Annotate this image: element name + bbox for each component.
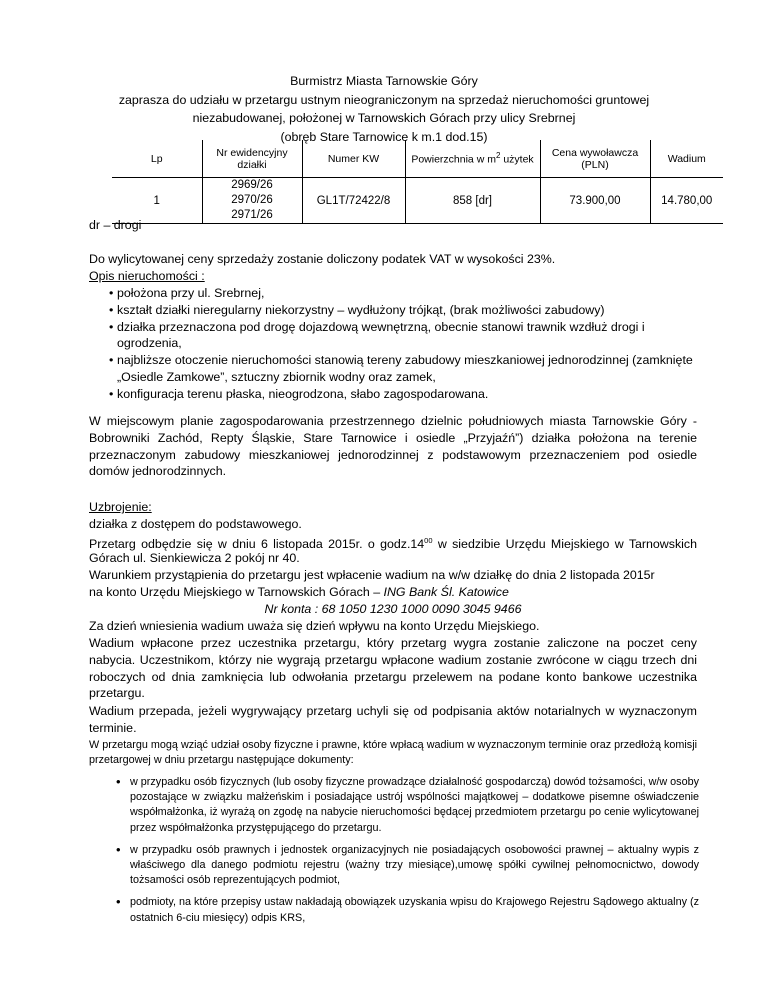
header-line-2: zaprasza do udziału w przetargu ustnym nieograniczonym na sprzedaż nieruchomości gruntowej — [118, 92, 650, 107]
property-table — [112, 140, 723, 224]
list-item: • podmioty, na które przepisy ustaw nakładają obowiązek uzyskania wpisu do Krajowego Rejestru Sądowego aktualny (z ostatnich 6-ciu miesięcy) odpis KRS, — [116, 894, 699, 924]
bullet-icon: • — [116, 894, 121, 910]
wadium-wplacone: Wadium wpłacone przez uczestnika przetargu, który przetarg wygra zostanie zaliczone na poczet ceny nabycia. Uczestnikom, którzy nie wygrają przetargu wpłacone wadium zostanie zwrócone w ciągu trzech dni roboczych od dnia zamknięcia lub odwołania przetargu przelewem na podane konto bankowe uczestnika przetargu. — [89, 636, 697, 701]
bullet-icon: • — [109, 386, 114, 401]
list-item: • położona przy ul. Srebrnej, — [109, 286, 265, 300]
header-title: Burmistrz Miasta Tarnowskie Góry — [290, 74, 478, 88]
list-item: • w przypadku osób fizycznych (lub osoby fizyczne prowadzące działalność gospodarczą) dowód tożsamości, w/w osoby pozostające w związku małżeńskim i posiadające ustrój wspólności majątkowej – dodatkowe pisemne oświadczenie współmałżonka, iż wyrażą on zgodę na nabycie nieruchomości będącej przedmiotem przetargu po cenie wylicytowanej przez współmałżonka przystępującego do przetargu. — [116, 774, 699, 834]
vat-line: Do wylicytowanej ceny sprzedaży zostanie doliczony podatek VAT w wysokości 23%. — [89, 252, 556, 266]
cell-powierzchnia: 858 [dr] — [405, 178, 540, 224]
dokumenty-list — [89, 775, 699, 933]
wadium-przepada: Wadium przepada, jeżeli wygrywający przetarg uchyli się od podpisania aktów notarialnych w wyznaczonym terminie. — [89, 704, 697, 735]
warunkiem-line-1: Warunkiem przystąpienia do przetargu jest wpłacenie wadium na w/w działkę do dnia 2 listopada 2015r — [89, 568, 655, 582]
przetarg-line-2: Górach ul. Sienkiewicza 2 pokój nr 40. — [89, 551, 300, 565]
cell-wadium: 14.780,00 — [650, 178, 723, 224]
bullet-icon: • — [116, 841, 121, 857]
list-item: • w przypadku osób prawnych i jednostek organizacyjnych nie posiadających osobowości prawnej – aktualny wypis z właściwego dla danego podmiotu rejestru (ważny trzy miesiące),umowę spółki cywilnej pełnomocnictwo, dowody tożsamości osób reprezentujących podmiot, — [116, 841, 699, 887]
plan-paragraph: W miejscowym planie zagospodarowania przestrzennego dzielnic południowych miasta Tarnowskie Góry - Bobrowniki Zachód, Repty Śląskie, Stare Tarnowice i osiedle „Przyjaźń”) działka położona na terenie przeznaczonym zabudowy mieszkaniowej jednorodzinnej z podstawowym przeznaczeniem pod osiedle domów jednorodzinnych. — [89, 414, 697, 479]
bullet-icon: • — [116, 774, 121, 789]
announcement-header — [60, 72, 708, 146]
bank-account: Nr konta : 68 1050 1230 1000 0090 3045 9466 — [264, 602, 522, 616]
uzbrojenie-title: Uzbrojenie: — [89, 500, 152, 514]
uzbrojenie-text: działka z dostępem do podstawowego. — [89, 517, 302, 531]
list-item: • działka przeznaczona pod drogę dojazdową wewnętrzną, obecnie stanowi trawnik wzdłuż drogi i ogrodzenia, — [109, 319, 645, 351]
bullet-icon: • — [109, 319, 114, 334]
list-item: • konfiguracja terenu płaska, nieogrodzona, słabo zagospodarowana. — [109, 386, 489, 401]
col-header-wadium: Wadium — [650, 140, 723, 178]
opis-list — [89, 285, 697, 403]
cell-lp: 1 — [112, 178, 202, 224]
col-header-numer-kw: Numer KW — [302, 140, 405, 178]
bullet-icon: • — [109, 286, 114, 300]
bullet-icon: • — [109, 302, 114, 317]
bullet-icon: • — [109, 353, 114, 368]
cell-cena: 73.900,00 — [540, 178, 650, 224]
col-header-lp: Lp — [112, 140, 202, 178]
dzien-wniesienia: Za dzień wniesienia wadium uważa się dzień wpływu na konto Urzędu Miejskiego. — [89, 619, 540, 633]
list-item: • kształt działki nieregularny niekorzystny – wydłużony trójkąt, (brak możliwości zabudowy) — [109, 302, 605, 317]
table-row — [112, 178, 723, 224]
warunkiem-line-2: na konto Urzędu Miejskiego w Tarnowskich Górach – ING Bank Śl. Katowice — [89, 585, 509, 599]
cell-kw: GL1T/72422/8 — [302, 178, 405, 224]
col-header-nr-ewidencyjny: Nr ewidencyjny działki — [202, 140, 302, 178]
opis-title: Opis nieruchomości : — [89, 269, 205, 283]
table-note: dr – drogi — [89, 218, 142, 232]
header-line-4: (obręb Stare Tarnowice k m.1 dod.15) — [280, 129, 488, 144]
uczestnicy-intro: W przetargu mogą wziąć udział osoby fizyczne i prawne, które wpłacą wadium w wyznaczonym terminie oraz przedłożą komisji przetargowej w dniu przetargu następujące dokumenty: — [89, 739, 697, 767]
przetarg-line-1: Przetarg odbędzie się w dniu 6 listopada 2015r. o $godz.14^{00}$ w siedzibie Urzędu Miejskiego w Tarnowskich — [89, 536, 697, 552]
col-header-powierzchnia: Powierzchnia w $m^2$ użytek — [405, 140, 540, 178]
table-header-row — [112, 140, 723, 178]
col-header-cena: Cena wywoławcza (PLN) — [540, 140, 650, 178]
header-line-3: niezabudowanej, położonej w Tarnowskich Górach przy ulicy Srebrnej — [192, 111, 576, 125]
list-item: • najbliższe otoczenie nieruchomości stanowią tereny zabudowy mieszkaniowej jednorodzinnej (zamknięte „Osiedle Zamkowe”, sztuczny zbiornik wodny oraz zamek, — [109, 353, 693, 384]
cell-dzialki: 2969/26 2970/26 2971/26 — [202, 178, 302, 224]
